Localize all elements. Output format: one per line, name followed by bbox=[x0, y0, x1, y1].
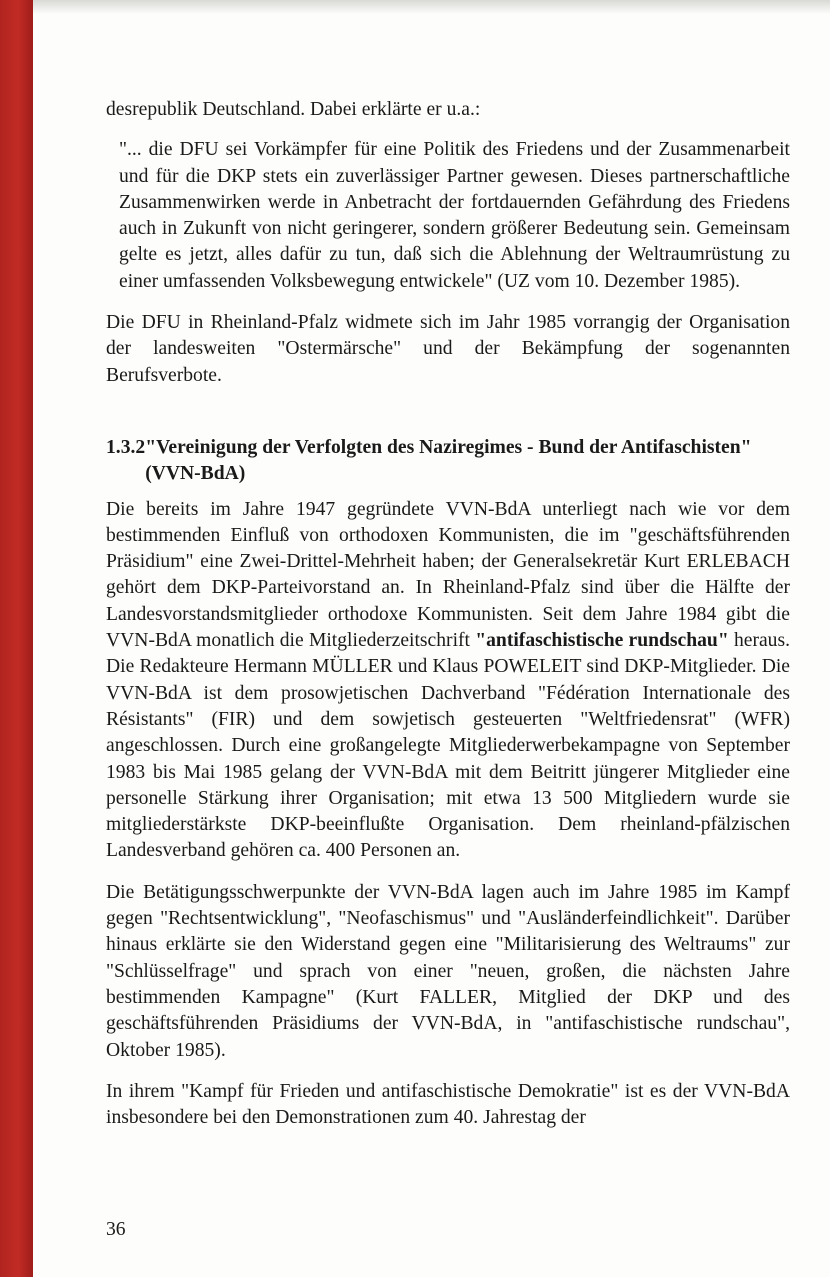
section-title: "Vereinigung der Verfolgten des Naziregimes - Bund der Antifaschisten" (VVN-BdA) bbox=[145, 436, 752, 485]
book-spine-edge bbox=[0, 0, 33, 1277]
section-number: 1.3.2 bbox=[106, 436, 146, 458]
vvn-paragraph-1 bbox=[106, 497, 790, 865]
quote-paragraph: "... die DFU sei Vorkämpfer für eine Politik des Friedens und der Zusammenarbeit und für die DKP stets ein zuverlässiger Partner gewesen. Dieses partnerschaftliche Zusammenwirken werde in Anbetracht der fortdauernden Gefährdung des Friedens auch in Zukunft von nicht geringerer, sondern größerer Bedeutung sein. Gemeinsam gelte es jetzt, alles dafür zu tun, daß sich die Ablehnung der Weltraumrüstung zu einer umfassenden Volksbewegung entwickele" (UZ vom 10. Dezember 1985). bbox=[119, 139, 790, 292]
magazine-title-bold: "antifaschistische rundschau" bbox=[475, 630, 729, 652]
scan-top-shadow bbox=[0, 0, 830, 14]
vvn-paragraph-2: Die Betätigungsschwerpunkte der VVN-BdA lagen auch im Jahre 1985 im Kampf gegen "Rechtsentwicklung", "Neofaschismus" und "Ausländerfeindlichkeit". Darüber hinaus erklärte sie den Widerstand gegen eine "Militarisierung des Weltraums" zur "Schlüsselfrage" und sprach von einer "neuen, großen, die nächsten Jahre bestimmenden Kampagne" (Kurt FALLER, Mitglied der DKP und des geschäftsführenden Präsidiums der VVN-BdA, in "antifaschistische rundschau", Oktober 1985). bbox=[106, 881, 790, 1061]
vvn-paragraph-3: In ihrem "Kampf für Frieden und antifaschistische Demokratie" ist es der VVN-BdA insbesondere bei den Demonstrationen zum 40. Jahrestag der bbox=[106, 1080, 790, 1129]
vvn-paragraph-1-start: Die bereits im Jahre 1947 gegründete VVN-BdA unterliegt nach wie vor dem bestimmenden Einfluß von orthodoxen Kommunisten, die im "geschäftsführenden Präsidium" eine Zwei-Drittel-Mehrheit haben; der Generalsekretär Kurt ERLEBACH gehört dem DKP-Parteivorstand an. In Rheinland-Pfalz sind über die Hälfte der Landesvorstandsmitglieder orthodoxe Kommunisten. Seit dem Jahre 1984 gibt die VVN-BdA monatlich die Mitgliederzeitschrift bbox=[106, 498, 790, 652]
page-body bbox=[106, 97, 790, 1131]
intro-line: desrepublik Deutschland. Dabei erklärte er u.a.: bbox=[106, 99, 481, 120]
vvn-paragraph-1-end: heraus. Die Redakteure Hermann MÜLLER und Klaus POWELEIT sind DKP-Mitglieder. Die VVN-BdA ist dem prosowjetischen Dachverband "Fédération Internationale des Résistants" (FIR) und dem sowjetisch gesteuerten "Weltfriedensrat" (WFR) angeschlossen. Durch eine großangelegte Mitgliederwerbekampagne von September 1983 bis Mai 1985 gelang der VVN-BdA mit dem Beitritt jüngerer Mitglieder eine personelle Stärkung ihrer Organisation; mit etwa 13 500 Mitgliedern wurde sie mitgliederstärkste DKP-beeinflußte Organisation. Dem rheinland-pfälzischen Landesverband gehören ca. 400 Personen an. bbox=[106, 630, 791, 862]
page-number: 36 bbox=[106, 1219, 126, 1240]
section-heading bbox=[106, 435, 790, 488]
dfu-paragraph: Die DFU in Rheinland-Pfalz widmete sich im Jahr 1985 vorrangig der Organisation der landesweiten "Ostermärsche" und der Bekämpfung der sogenannten Berufsverbote. bbox=[106, 312, 790, 386]
